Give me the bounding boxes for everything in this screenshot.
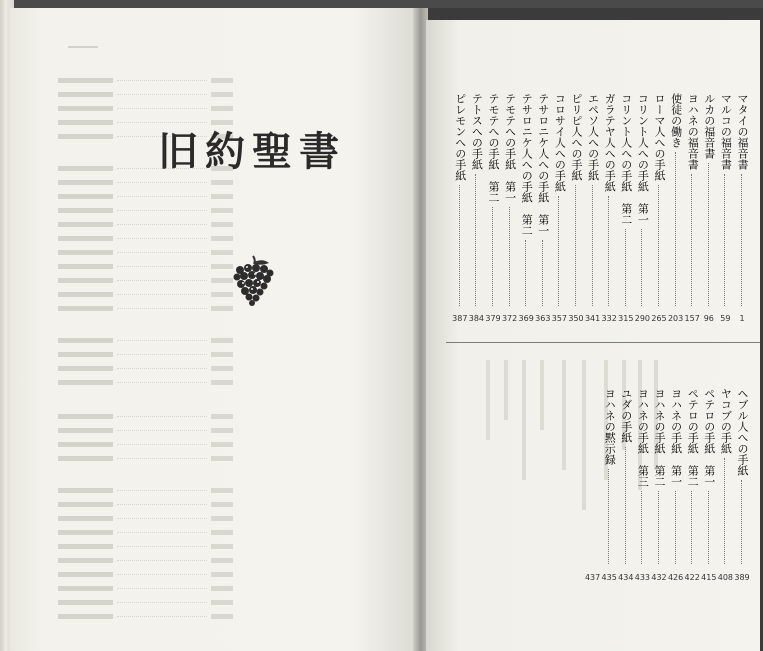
toc-entry	[718, 93, 733, 323]
dot-leader	[592, 185, 593, 306]
ghost-line	[58, 364, 233, 373]
toc-page-number: 363	[535, 314, 551, 323]
toc-page-number: 357	[551, 314, 568, 323]
dot-leader	[708, 163, 709, 306]
ghost-line	[58, 350, 233, 359]
dot-leader	[675, 152, 676, 306]
toc-page-number: 265	[651, 314, 667, 323]
toc-entry	[501, 93, 518, 323]
ghost-line	[58, 584, 233, 593]
toc-entry-title: ユダの手紙	[619, 388, 633, 443]
ghost-line	[58, 90, 233, 99]
toc-page-number: 435	[601, 573, 617, 582]
toc-entry-title: ヨハネの黙示録	[603, 388, 617, 465]
dot-leader	[509, 207, 510, 306]
dot-leader	[625, 229, 626, 306]
ghost-line	[58, 528, 233, 537]
toc-entry-title: ペテロの手紙 第一	[702, 388, 716, 487]
toc-page-number: 433	[634, 573, 651, 582]
toc-page-number: 387	[452, 314, 468, 323]
toc-entry-title: ヨハネの福音書	[686, 93, 700, 170]
dot-leader	[641, 491, 642, 564]
toc-page-number: 369	[518, 314, 534, 323]
toc-entry-title: エペソ人への手紙	[586, 93, 600, 181]
dot-leader	[675, 491, 676, 564]
toc-page-number: 96	[703, 314, 714, 323]
toc-page-number: 315	[618, 314, 634, 323]
ghost-line	[58, 570, 233, 579]
ghost-line	[58, 104, 233, 113]
toc-entry-title: マルコの福音書	[719, 93, 733, 170]
ghost-line	[58, 440, 233, 449]
toc-entry	[734, 388, 750, 582]
dot-leader	[459, 185, 460, 306]
toc-entry	[651, 93, 667, 323]
toc-entry	[618, 388, 634, 582]
toc-page-number: 437	[584, 573, 601, 582]
toc-entry-title: テトスへの手紙	[470, 93, 484, 170]
toc-entry-title: ピリピ人への手紙	[570, 93, 583, 181]
ghost-line	[58, 378, 233, 387]
ghost-line	[58, 514, 233, 523]
ghost-line	[58, 542, 233, 551]
toc-entry	[601, 388, 617, 582]
ghost-line	[58, 500, 233, 509]
toc-entry-title: ヨハネの手紙 第三	[636, 388, 650, 487]
dot-leader	[558, 196, 559, 306]
toc-page-number: 157	[684, 314, 700, 323]
dot-leader	[575, 185, 576, 306]
dot-leader	[542, 240, 543, 306]
dot-leader	[525, 240, 526, 306]
ghost-line	[58, 612, 233, 621]
ghost-line	[58, 412, 233, 421]
toc-entry-title: 使徒の働き	[669, 93, 683, 148]
toc-entry	[684, 388, 700, 582]
dot-leader	[492, 207, 493, 306]
ghost-line	[58, 336, 233, 345]
ghost-line	[58, 598, 233, 607]
toc-entry-title: コリント人への手紙 第二	[619, 93, 633, 225]
toc-entry	[717, 388, 734, 582]
toc-entry	[468, 93, 485, 323]
toc-page-number: 290	[634, 314, 651, 323]
toc-entry	[584, 93, 601, 323]
toc-page-number: 332	[601, 314, 617, 323]
toc-entry-title: ルカの福音書	[702, 93, 716, 159]
toc-page-number: 384	[468, 314, 485, 323]
dot-leader	[475, 174, 476, 306]
toc-entry-title: ヘブル人への手紙	[736, 388, 749, 476]
toc-page-number: 1	[739, 314, 745, 323]
toc-entry	[735, 93, 749, 323]
bleed-mark	[540, 360, 544, 430]
toc-entry-title: コロサイ人への手紙	[553, 93, 567, 192]
ghost-line	[58, 556, 233, 565]
dot-leader	[691, 491, 692, 564]
toc-entry-title: ヨハネの手紙 第一	[669, 388, 683, 487]
ghost-line	[58, 486, 233, 495]
ghost-line	[58, 220, 233, 229]
dot-leader	[658, 491, 659, 564]
toc-page-number: 389	[734, 573, 750, 582]
toc-page-number: 426	[667, 573, 684, 582]
toc-page-number: 434	[618, 573, 634, 582]
toc-entry	[452, 93, 468, 323]
ghost-header	[68, 46, 98, 58]
toc-entry	[485, 93, 501, 323]
dot-leader	[658, 185, 659, 306]
toc-entry-title: ガラテヤ人への手紙	[603, 93, 617, 192]
toc-entry	[701, 388, 717, 582]
right-page	[426, 20, 760, 651]
toc-entry-title: ヤコブの手紙	[719, 388, 733, 454]
toc-entry-title: ヨハネの手紙 第二	[653, 388, 666, 487]
toc-page-number: 59	[720, 314, 731, 323]
toc-entry	[618, 93, 634, 323]
toc-entry	[568, 93, 584, 323]
toc-entry	[518, 93, 534, 323]
ghost-line	[58, 276, 233, 285]
dot-leader	[625, 447, 626, 564]
toc-page-number: 203	[667, 314, 684, 323]
ghost-line	[58, 426, 233, 435]
background-top	[0, 0, 763, 8]
bleed-mark	[486, 360, 490, 440]
ghost-line	[58, 234, 233, 243]
toc-entry-title: ローマ人への手紙	[653, 93, 666, 181]
ghost-line	[58, 178, 233, 187]
toc-page-number: 432	[651, 573, 667, 582]
toc-entry-title: テモテへの手紙 第二	[487, 93, 500, 203]
left-page	[10, 8, 415, 651]
ghost-line	[58, 192, 233, 201]
toc-entry	[702, 93, 716, 323]
ghost-line	[58, 76, 233, 85]
toc-page-number: 350	[568, 314, 584, 323]
toc-entry	[651, 388, 667, 582]
dot-leader	[608, 196, 609, 306]
dot-leader	[741, 174, 742, 306]
toc-entry	[535, 93, 551, 323]
bleed-mark	[522, 360, 526, 480]
ghost-line	[58, 262, 233, 271]
ghost-line	[58, 454, 233, 463]
page-title: 旧約聖書	[158, 129, 346, 175]
dot-leader	[708, 491, 709, 564]
toc-page-number: 422	[684, 573, 700, 582]
bleed-mark	[582, 360, 586, 510]
toc-entry	[551, 93, 568, 323]
toc-entry-title: マタイの福音書	[736, 93, 749, 170]
dot-leader	[724, 174, 725, 306]
toc-page-number: 379	[485, 314, 501, 323]
toc-entry	[634, 388, 651, 582]
toc-entry-title: テサロニケ人への手紙 第一	[536, 93, 550, 236]
toc-entry	[634, 93, 651, 323]
toc-page-number: 341	[584, 314, 601, 323]
toc-entry-title: ペテロの手紙 第二	[686, 388, 700, 487]
dot-leader	[724, 458, 725, 564]
toc-page-number: 372	[501, 314, 518, 323]
dot-leader	[641, 229, 642, 306]
toc-entry-title: コリント人への手紙 第一	[636, 93, 650, 225]
grapes-icon	[231, 254, 276, 306]
toc-entry-title: テサロニケ人への手紙 第二	[520, 93, 534, 236]
ghost-line	[58, 290, 233, 299]
toc-entry	[667, 388, 684, 582]
bleed-mark	[504, 360, 508, 420]
ghost-line	[58, 206, 233, 215]
toc-entry-title: テモテへの手紙 第一	[503, 93, 517, 203]
dot-leader	[691, 174, 692, 306]
toc-entry-title: ピレモンへの手紙	[453, 93, 467, 181]
dot-leader	[608, 469, 609, 564]
bleed-mark	[562, 360, 566, 470]
ghost-line	[58, 304, 233, 313]
ghost-line	[58, 248, 233, 257]
toc-entry	[684, 93, 700, 323]
toc-entry	[601, 93, 617, 323]
dot-leader	[741, 480, 742, 564]
toc-page-number: 415	[701, 573, 717, 582]
toc-entry	[667, 93, 684, 323]
toc-page-number: 408	[717, 573, 734, 582]
section-divider	[446, 342, 760, 343]
